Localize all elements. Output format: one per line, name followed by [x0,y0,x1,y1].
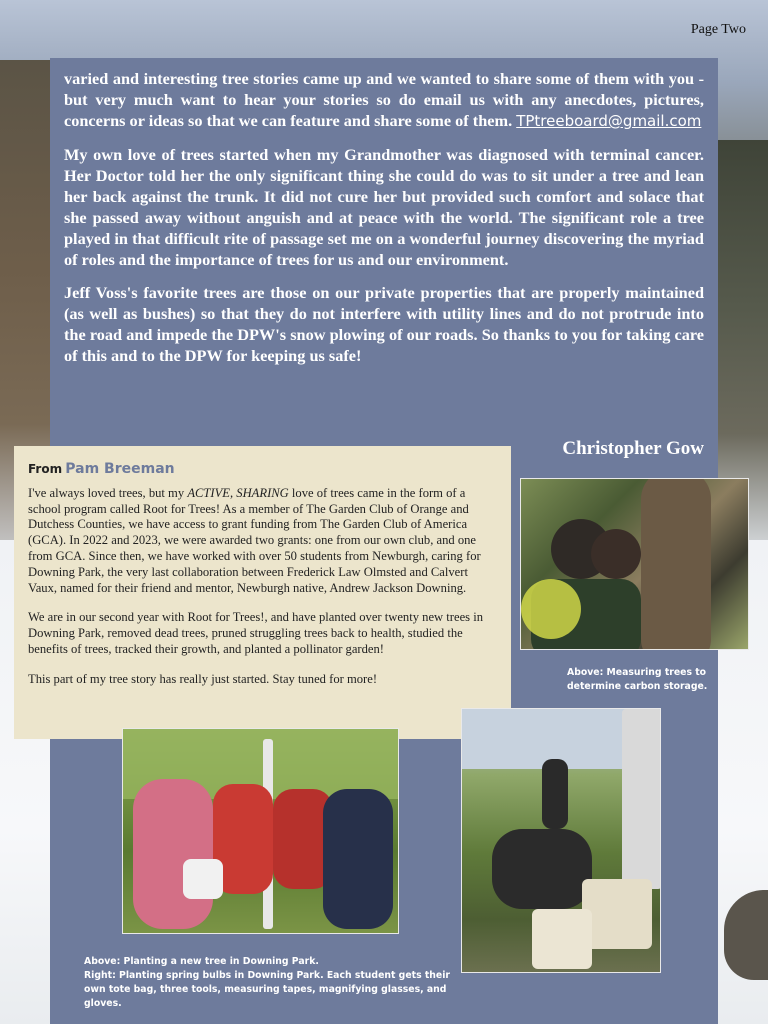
caption-planting-line-1: Above: Planting a new tree in Downing Park. [84,956,319,967]
pam-story-box [14,446,511,739]
photo-measuring-trees [520,478,749,650]
intro-paragraph-3: Jeff Voss's favorite trees are those on our private properties that are properly maintained (as well as bushes) so that they do not interfere with utility lines and do not protrude into the road and impede the DPW's snow plowing of our roads. So thanks to you for taking care of this and to the DPW for keeping us safe! [64,283,704,365]
from-label: From [28,462,63,476]
pam-paragraph-1-start: I've always loved trees, but my [28,485,188,500]
page-number: Page Two [690,22,746,37]
author-name: Pam Breeman [65,461,175,477]
intro-paragraph-1-text: varied and interesting tree stories came up and we wanted to share some of them with you - but very much want to hear your stories so do email us with any anecdotes, pictures, concerns or ideas so that we can feature and share some of them. [64,69,704,130]
pam-paragraph-1-emphasis: ACTIVE, SHARING [187,485,289,500]
pam-byline [28,462,497,478]
photo-planting-bulbs [461,708,661,973]
intro-paragraph-2: My own love of trees started when my Grandmother was diagnosed with terminal cancer. Her Doctor told her the only significant thing she could do was to sit under a tree and lean her back against the trunk. It did not cure her but provided such comfort and solace that she passed away without anguish and at peace with the world. The significant role a tree played in that difficult rite of passage set me on a wonderful journey discovering the myriad of roles and the importance of trees for us and our environment. [64,145,704,269]
caption-measuring: Above: Measuring trees to determine carbon storage. [567,667,708,692]
pam-paragraph-1-rest: love of trees came in the form of a school program called Root for Trees! As a member of The Garden Club of Orange and Dutchess Counties, we have access to grant funding from The Garden Club of America (GCA). In 2022 and 2023, we were awarded two grants: one from our own club, and one from GCA. Since then, we have worked with over 50 students from Newburgh, caring for Downing Park, the very last collaboration between Frederick Law Olmsted and Calvert Vaux, named for their friend and mentor, Newburgh native, Andrew Jackson Downing. [28,485,481,595]
photo-planting-tree [122,728,399,934]
signature: Christopher Gow [562,438,704,459]
caption-planting-line-2: Right: Planting spring bulbs in Downing Park. Each student gets their own tote bag, three tools, measuring tapes, magnifying glasses, and gloves. [84,970,450,1009]
intro-text [64,68,704,378]
pam-paragraph-3: This part of my tree story has really just started. Stay tuned for more! [28,671,378,686]
pam-paragraph-1 [28,486,497,597]
intro-paragraph-1 [64,68,704,132]
email-link[interactable]: TPtreeboard@gmail.com [516,112,702,130]
pam-paragraph-2: We are in our second year with Root for Trees!, and have planted over twenty new trees in Downing Park, removed dead trees, pruned struggling trees back to health, studied the benefits of trees, tracked their growth, and planted a pollinator garden! [28,610,484,656]
caption-planting [84,955,464,1011]
